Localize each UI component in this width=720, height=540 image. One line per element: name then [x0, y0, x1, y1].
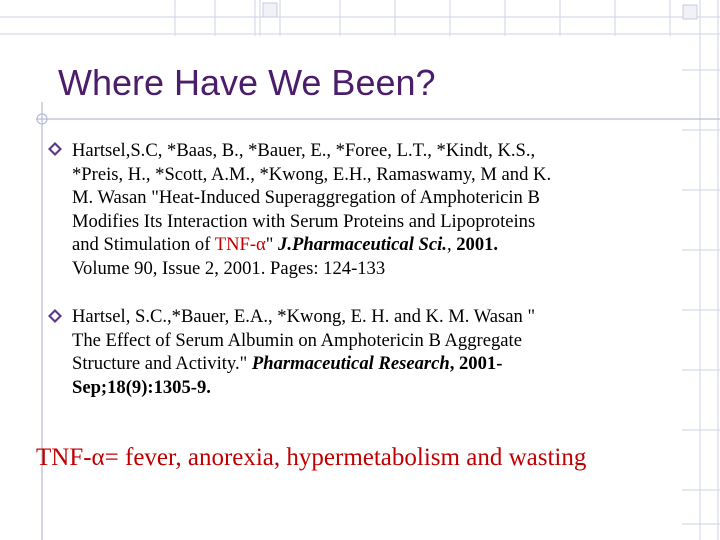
separator: , [446, 234, 457, 256]
reference-2-line-3 [72, 352, 694, 376]
reference-2-line-1: Hartsel, S.C.,*Bauer, E.A., *Kwong, E. H. and K. M. Wasan " [72, 306, 536, 327]
slide-title: Where Have We Been? [58, 62, 436, 103]
reference-1-line-1: Hartsel,S.C, *Baas, B., *Bauer, E., *Foree, L.T., *Kindt, K.S., [72, 140, 536, 161]
closing-quote: " [265, 234, 279, 256]
reference-1-line-3: M. Wasan "Heat-Induced Superaggregation of Amphotericin B [72, 187, 540, 209]
reference-2-text: Structure and Activity." [72, 353, 252, 375]
reference-item-2 [72, 305, 694, 399]
reference-2-line-2: The Effect of Serum Albumin on Amphotericin B Aggregate [72, 329, 522, 351]
reference-1-line-5 [72, 233, 694, 257]
publication-year: 2001. [456, 234, 499, 256]
tnf-alpha-definition: TNF-α= fever, anorexia, hypermetabolism and wasting [36, 444, 587, 471]
reference-item-1 [72, 139, 694, 281]
diamond-bullet-icon [48, 309, 62, 323]
diamond-bullet-icon [48, 142, 62, 156]
reference-1-line-6: Volume 90, Issue 2, 2001. Pages: 124-133 [72, 257, 386, 279]
reference-1-text: and Stimulation of [72, 234, 215, 256]
reference-1-line-4: Modifies Its Interaction with Serum Proteins and Lipoproteins [72, 210, 536, 232]
reference-2-line-4: Sep;18(9):1305-9. [72, 376, 211, 398]
publication-year: , 2001- [449, 353, 503, 375]
journal-name: J.Pharmaceutical Sci. [278, 234, 447, 256]
reference-1-line-2: *Preis, H., *Scott, A.M., *Kwong, E.H., Ramaswamy, M and K. [72, 163, 552, 185]
journal-name: Pharmaceutical Research [251, 353, 450, 375]
tnf-alpha-term: TNF-α [214, 234, 266, 256]
